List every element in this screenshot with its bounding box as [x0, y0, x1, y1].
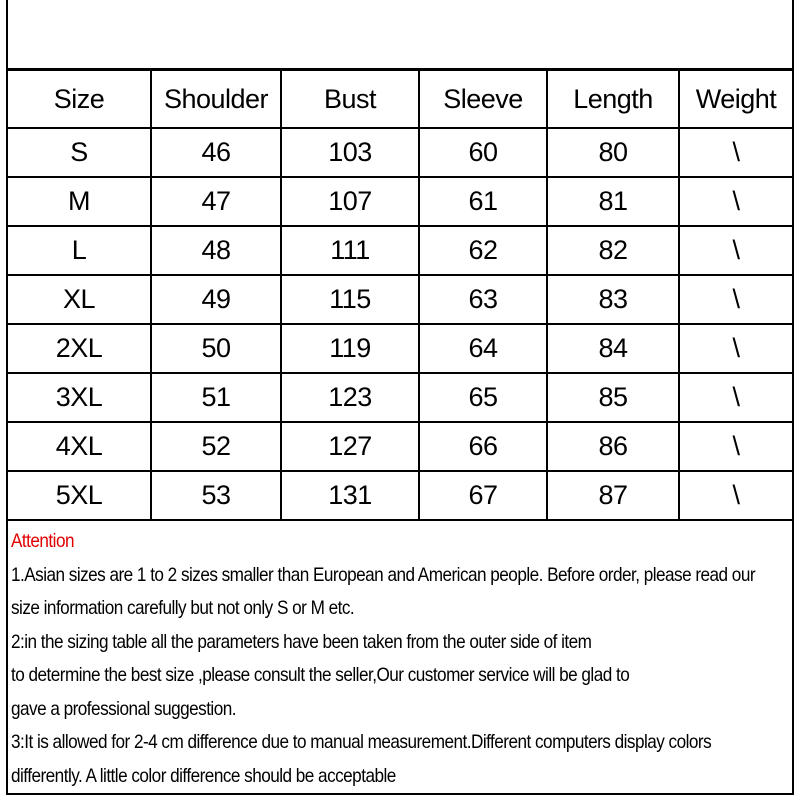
cell-weight: \ — [679, 128, 792, 177]
table-row — [8, 373, 792, 422]
note-line: 2:in the sizing table all the parameters have been taken from the outer side of item — [11, 630, 592, 653]
cell-bust: 123 — [281, 373, 419, 422]
cell-weight: \ — [679, 226, 792, 275]
table-row — [8, 422, 792, 471]
cell-bust: 103 — [281, 128, 419, 177]
table-row — [8, 177, 792, 226]
cell-weight: \ — [679, 373, 792, 422]
column-header-weight: Weight — [679, 71, 792, 128]
cell-size: L — [8, 226, 151, 275]
cell-length: 85 — [547, 373, 679, 422]
cell-sleeve: 63 — [419, 275, 547, 324]
cell-length: 81 — [547, 177, 679, 226]
table-row — [8, 324, 792, 373]
cell-shoulder: 47 — [151, 177, 281, 226]
cell-length: 83 — [547, 275, 679, 324]
size-table — [8, 71, 792, 521]
cell-weight: \ — [679, 177, 792, 226]
cell-shoulder: 46 — [151, 128, 281, 177]
cell-shoulder: 49 — [151, 275, 281, 324]
cell-shoulder: 50 — [151, 324, 281, 373]
note-line: gave a professional suggestion. — [11, 697, 236, 720]
cell-length: 86 — [547, 422, 679, 471]
top-blank-area — [8, 0, 792, 71]
cell-bust: 131 — [281, 471, 419, 520]
column-header-sleeve: Sleeve — [419, 71, 547, 128]
cell-size: 2XL — [8, 324, 151, 373]
cell-weight: \ — [679, 275, 792, 324]
cell-bust: 115 — [281, 275, 419, 324]
cell-size: 3XL — [8, 373, 151, 422]
column-header-length: Length — [547, 71, 679, 128]
column-header-shoulder: Shoulder — [151, 71, 281, 128]
size-chart-frame — [6, 0, 794, 795]
cell-shoulder: 53 — [151, 471, 281, 520]
column-header-bust: Bust — [281, 71, 419, 128]
cell-sleeve: 61 — [419, 177, 547, 226]
table-header-row — [8, 71, 792, 128]
cell-sleeve: 66 — [419, 422, 547, 471]
cell-sleeve: 64 — [419, 324, 547, 373]
note-line: differently. A little color difference should be acceptable — [11, 764, 396, 787]
cell-sleeve: 60 — [419, 128, 547, 177]
cell-length: 82 — [547, 226, 679, 275]
cell-sleeve: 67 — [419, 471, 547, 520]
notes-section — [8, 521, 792, 793]
cell-length: 87 — [547, 471, 679, 520]
column-header-size: Size — [8, 71, 151, 128]
table-row — [8, 128, 792, 177]
cell-weight: \ — [679, 471, 792, 520]
cell-shoulder: 52 — [151, 422, 281, 471]
cell-length: 80 — [547, 128, 679, 177]
cell-sleeve: 62 — [419, 226, 547, 275]
note-line: size information carefully but not only S or M etc. — [11, 597, 355, 619]
cell-weight: \ — [679, 422, 792, 471]
cell-size: 5XL — [8, 471, 151, 520]
cell-size: 4XL — [8, 422, 151, 471]
table-row — [8, 275, 792, 324]
cell-bust: 127 — [281, 422, 419, 471]
cell-size: S — [8, 128, 151, 177]
cell-shoulder: 51 — [151, 373, 281, 422]
table-row — [8, 471, 792, 520]
cell-bust: 111 — [281, 226, 419, 275]
cell-weight: \ — [679, 324, 792, 373]
cell-bust: 119 — [281, 324, 419, 373]
attention-heading: Attention — [11, 530, 74, 552]
note-line: 1.Asian sizes are 1 to 2 sizes smaller than European and American people. Before order, please read our — [11, 563, 756, 586]
note-line: to determine the best size ,please consult the seller,Our customer service will be glad to — [11, 664, 630, 686]
cell-size: M — [8, 177, 151, 226]
cell-size: XL — [8, 275, 151, 324]
note-line: 3:It is allowed for 2-4 cm difference due to manual measurement.Different computers display colors — [11, 731, 712, 753]
table-row — [8, 226, 792, 275]
cell-shoulder: 48 — [151, 226, 281, 275]
cell-sleeve: 65 — [419, 373, 547, 422]
cell-length: 84 — [547, 324, 679, 373]
cell-bust: 107 — [281, 177, 419, 226]
